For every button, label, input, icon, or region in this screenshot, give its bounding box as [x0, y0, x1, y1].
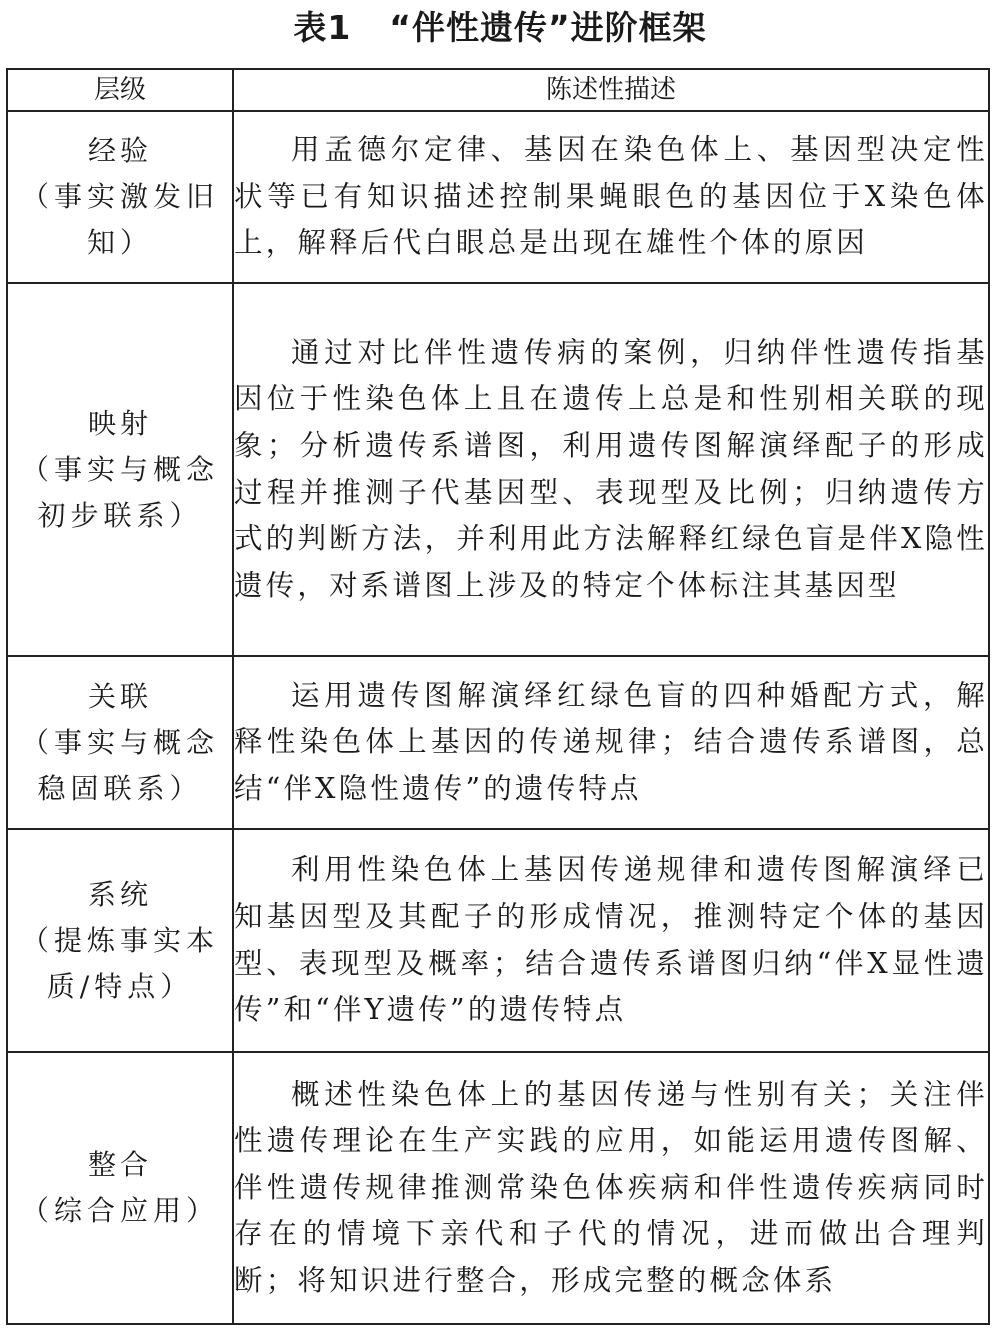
table-title-text: “伴性遗传”进阶框架 — [389, 8, 707, 47]
level-subtitle: （事实与概念稳固联系） — [20, 725, 219, 805]
level-cell — [7, 656, 233, 829]
table-row — [7, 1052, 989, 1324]
level-cell — [7, 829, 233, 1052]
level-cell — [7, 1052, 233, 1324]
level-name: 映射 — [87, 406, 152, 440]
table-row — [7, 111, 989, 283]
level-subtitle: （事实激发旧知） — [20, 180, 219, 259]
level-subtitle: （提炼事实本质/特点） — [20, 923, 219, 1003]
level-cell — [7, 111, 233, 283]
table-title — [0, 6, 1000, 50]
progression-framework-table — [6, 68, 990, 1325]
column-header-description: 陈述性描述 — [233, 69, 989, 111]
level-name: 经验 — [87, 134, 152, 167]
table-row — [7, 829, 989, 1052]
description-cell: 用孟德尔定律、基因在染色体上、基因型决定性状等已有知识描述控制果蝇眼色的基因位于X染色体上，解释后代白眼总是出现在雄性个体的原因 — [233, 111, 989, 283]
level-subtitle: （综合应用） — [20, 1194, 219, 1227]
level-subtitle: （事实与概念初步联系） — [20, 452, 219, 532]
table-row — [7, 283, 989, 656]
level-name: 关联 — [87, 679, 152, 713]
description-cell: 概述性染色体上的基因传递与性别有关；关注伴性遗传理论在生产实践的应用，如能运用遗传图解、伴性遗传规律推测常染色体疾病和伴性遗传疾病同时存在的情境下亲代和子代的情况，进而做出合理判断；将知识进行整合，形成完整的概念体系 — [233, 1052, 989, 1324]
level-name: 整合 — [87, 1148, 152, 1181]
table-row — [7, 656, 989, 829]
description-cell: 通过对比伴性遗传病的案例，归纳伴性遗传指基因位于性染色体上且在遗传上总是和性别相关联的现象；分析遗传系谱图，利用遗传图解演绎配子的形成过程并推测子代基因型、表现型及比例；归纳遗传方式的判断方法，并利用此方法解释红绿色盲是伴X隐性遗传，对系谱图上涉及的特定个体标注其基因型 — [233, 283, 989, 656]
level-name: 系统 — [87, 877, 152, 911]
description-cell: 运用遗传图解演绎红绿色盲的四种婚配方式，解释性染色体上基因的传递规律；结合遗传系谱图，总结“伴X隐性遗传”的遗传特点 — [233, 656, 989, 829]
column-header-level: 层级 — [7, 69, 233, 111]
level-cell — [7, 283, 233, 656]
table-header-row — [7, 69, 989, 111]
description-cell: 利用性染色体上基因传递规律和遗传图解演绎已知基因型及其配子的形成情况，推测特定个体的基因型、表现型及概率；结合遗传系谱图归纳“伴X显性遗传”和“伴Y遗传”的遗传特点 — [233, 829, 989, 1052]
table-title-number: 表1 — [293, 8, 352, 47]
